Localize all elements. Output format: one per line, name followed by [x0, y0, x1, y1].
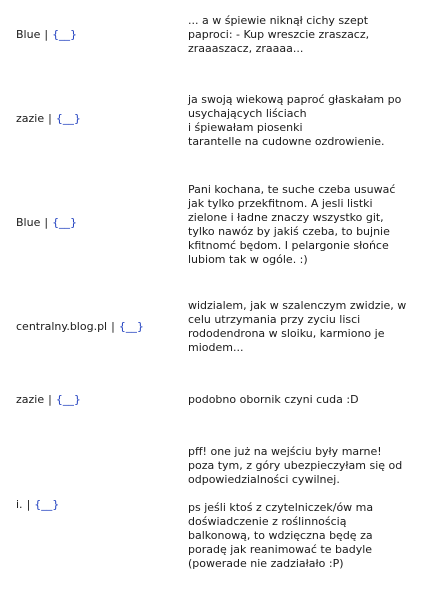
- reply-link[interactable]: {__}: [52, 216, 78, 229]
- comment-text: pff! one już na wejściu były marne! poza tym, z góry ubezpieczyłam się od odpowiedzialności cywilnej. ps jeśli ktoś z czytelniczek/ów ma doświadczenie z roślinnością balkonową, to wdzięczna będę za poradę jak reanimować te badyle (powerade nie zadziałało :P): [188, 445, 403, 570]
- comment-author: i.: [16, 498, 23, 511]
- comment-text: podobno obornik czyni cuda :D: [188, 393, 359, 406]
- reply-link[interactable]: {__}: [55, 393, 81, 406]
- author-separator: |: [111, 320, 115, 333]
- reply-link[interactable]: {__}: [34, 498, 60, 511]
- reply-link[interactable]: {__}: [118, 320, 144, 333]
- comment-author: centralny.blog.pl: [16, 320, 108, 333]
- author-separator: |: [26, 498, 31, 511]
- author-separator: |: [44, 216, 49, 229]
- comment-author: Blue: [16, 216, 41, 229]
- author-separator: |: [48, 112, 52, 125]
- author-separator: |: [48, 393, 52, 406]
- reply-link[interactable]: {__}: [55, 112, 81, 125]
- comment-text: ... a w śpiewie niknął cichy szept paproci: - Kup wreszcie zraszacz, zraaaszacz, zraaaa...: [188, 14, 370, 55]
- comment-text: widzialem, jak w szalenczym zwidzie, w celu utrzymania przy zyciu lisci rododendrona w sloiku, karmiono je miodem...: [188, 299, 407, 354]
- comment-author-line: [16, 216, 77, 230]
- comment-author: zazie: [16, 393, 45, 406]
- comment-author-line: [16, 498, 59, 512]
- comment-author-line: [16, 320, 144, 334]
- author-separator: |: [44, 28, 49, 41]
- comment-author: zazie: [16, 112, 45, 125]
- comment-author-line: [16, 28, 77, 42]
- comment-text: ja swoją wiekową paproć głaskałam po usychających liściach i śpiewałam piosenki tarantelle na cudowne ozdrowienie.: [188, 93, 402, 148]
- comment-author-line: [16, 393, 81, 407]
- reply-link[interactable]: {__}: [52, 28, 78, 41]
- comment-text: Pani kochana, te suche czeba usuwać jak tylko przekfitnom. A jesli listki zielone i ładne znaczy wszystko git, tylko nawóz by jakiś czeba, to bujnie kfitnomć będom. I pelargonie słońce lubiom tak w ogóle. :): [188, 183, 396, 266]
- comment-author-line: [16, 112, 81, 126]
- comment-author: Blue: [16, 28, 41, 41]
